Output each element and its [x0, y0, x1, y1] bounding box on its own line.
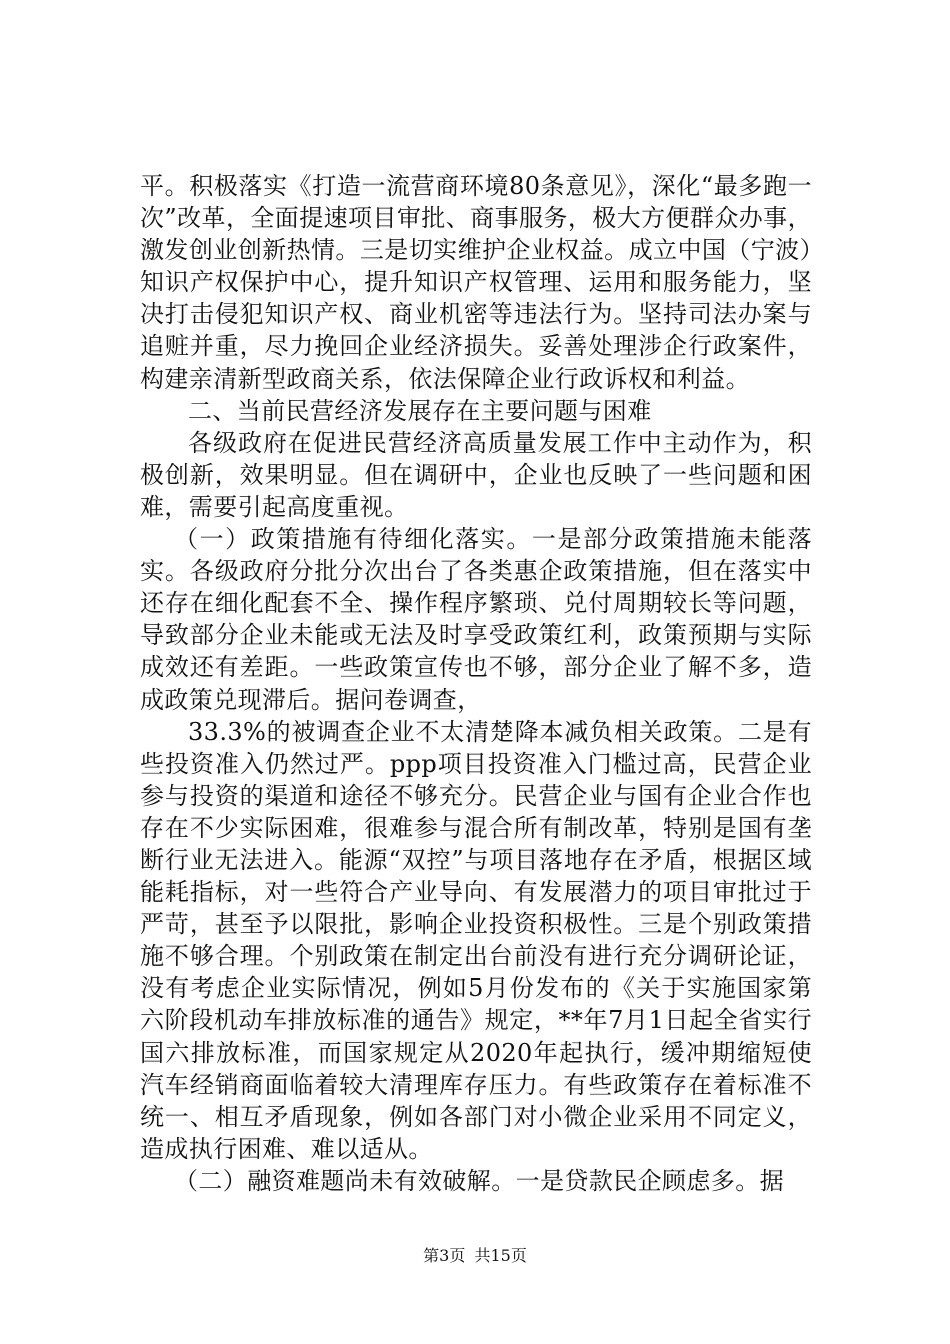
- page-total: 共15页: [474, 1246, 527, 1265]
- page-number: 第3页: [423, 1246, 466, 1265]
- paragraph-continuation: 平。积极落实《打造一流营商环境80条意见》，深化“最多跑一次”改革，全面提速项目审批、商事服务，极大方便群众办事，激发创业创新热情。三是切实维护企业权益。成立中国（宁波）知识产权保护中心，提升知识产权管理、运用和服务能力，坚决打击侵犯知识产权、商业机密等违法行为。坚持司法办案与追赃并重，尽力挽回企业经济损失。妥善处理涉企行政案件，构建亲清新型政商关系，依法保障企业行政诉权和利益。: [140, 172, 812, 393]
- subsection-paragraph: （一）政策措施有待细化落实。一是部分政策措施未能落实。各级政府分批分次出台了各类惠企政策措施，但在落实中还存在细化配套不全、操作程序繁琐、兑付周期较长等问题，导致部分企业未能或无法及时享受政策红利，政策预期与实际成效还有差距。一些政策宣传也不够，部分企业了解不多，造成政策兑现滞后。据问卷调查，: [140, 525, 812, 714]
- paragraph: 各级政府在促进民营经济高质量发展工作中主动作为，积极创新，效果明显。但在调研中，企业也反映了一些问题和困难，需要引起高度重视。: [140, 428, 812, 521]
- subsection-paragraph: （二）融资难题尚未有效破解。一是贷款民企顾虑多。据: [174, 1166, 784, 1195]
- paragraph: 33.3%的被调查企业不太清楚降本减负相关政策。二是有些投资准入仍然过严。ppp项目投资准入门槛过高，民营企业参与投资的渠道和途径不够充分。民营企业与国有企业合作也存在不少实际困难，很难参与混合所有制改革，特别是国有垄断行业无法进入。能源“双控”与项目落地存在矛盾，根据区域能耗指标，对一些符合产业导向、有发展潜力的项目审批过于严苛，甚至予以限批，影响企业投资积极性。三是个别政策措施不够合理。个别政策在制定出台前没有进行充分调研论证，没有考虑企业实际情况，例如5月份发布的《关于实施国家第六阶段机动车排放标准的通告》规定，**年7月1日起全省实行国六排放标准，而国家规定从2020年起执行，缓冲期缩短使汽车经销商面临着较大清理库存压力。有些政策存在着标准不统一、相互矛盾现象，例如各部门对小微企业采用不同定义，造成执行困难、难以适从。: [140, 717, 812, 1163]
- document-body: [140, 170, 812, 1197]
- section-heading: 二、当前民营经济发展存在主要问题与困难: [188, 396, 652, 425]
- page-footer: [0, 1243, 950, 1266]
